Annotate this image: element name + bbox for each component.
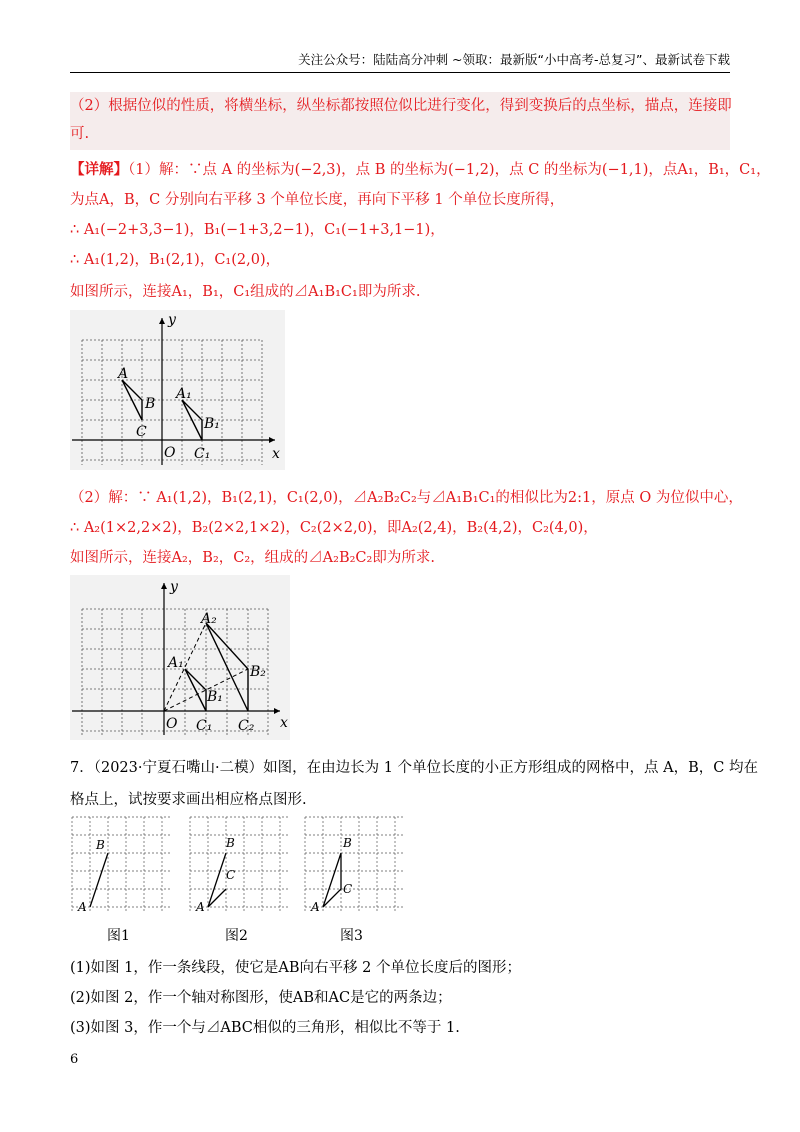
- g3-point-a: A: [311, 900, 320, 914]
- point-c1-label-2: C₁: [196, 718, 213, 734]
- figure-homothety: [70, 575, 290, 740]
- x-axis-label-2: x: [280, 715, 288, 731]
- part2-line-3: 如图所示，连接A₂，B₂，C₂，组成的⊿A₂B₂C₂即为所求.: [70, 550, 435, 566]
- point-c-label: C: [136, 424, 147, 440]
- g2-point-a: A: [196, 900, 205, 914]
- point-a1-label: A₁: [176, 386, 192, 402]
- part2-line-2: ∴ A₂(1×2,2×2)，B₂(2×2,1×2)，C₂(2×2,0)，即A₂(2,4)，B₂(4,2)，C₂(4,0)，: [70, 520, 598, 536]
- detail-line-1: [70, 160, 771, 180]
- figure-translation: [70, 310, 285, 470]
- detail-line-4: ∴ A₁(1,2)，B₁(2,1)，C₁(2,0)，: [70, 252, 281, 268]
- caption-figure-3: 图3: [340, 928, 363, 944]
- grid-figure-3: [303, 815, 408, 915]
- point-b-label: B: [145, 396, 156, 412]
- q7-item-3: (3)如图 3，作一个与⊿ABC相似的三角形，相似比不等于 1.: [70, 1020, 460, 1036]
- grid-figure-1: [70, 815, 175, 915]
- q7-item-1: (1)如图 1，作一条线段，使它是AB向右平移 2 个单位长度后的图形；: [70, 960, 521, 976]
- page-number: 6: [70, 1052, 79, 1067]
- g1-point-b: B: [96, 838, 105, 852]
- q7-line-1: 7．（2023·宁夏石嘴山·二模）如图，在由边长为 1 个单位长度的小正方形组成的网格中，点 A，B，C 均在: [70, 760, 758, 776]
- q7-line-2: 格点上，试按要求画出相应格点图形.: [70, 792, 307, 808]
- page-header: 关注公众号：陆陆高分冲刺 ~领取：最新版“小中高考-总复习”、最新试卷下载: [70, 52, 730, 73]
- x-axis-label: x: [272, 446, 280, 462]
- y-axis-label-2: y: [170, 579, 178, 595]
- g3-point-b: B: [343, 836, 352, 850]
- point-b2-label: B₂: [250, 664, 266, 680]
- origin-label-2: O: [166, 716, 178, 732]
- detail-label: 【详解】: [70, 161, 128, 178]
- caption-figure-2: 图2: [225, 928, 248, 944]
- point-c2-label: C₂: [238, 718, 255, 734]
- point-c1-label: C₁: [194, 446, 211, 462]
- analysis-line-2: 可.: [70, 126, 90, 142]
- g1-point-a: A: [78, 900, 87, 914]
- analysis-line-1: （2）根据位似的性质，将横坐标，纵坐标都按照位似比进行变化，得到变换后的点坐标，描点，连接即: [70, 98, 732, 114]
- g2-point-b: B: [226, 836, 235, 850]
- point-b1-label: B₁: [204, 416, 220, 432]
- detail-line-3: ∴ A₁(−2+3,3−1)，B₁(−1+3,2−1)，C₁(−1+3,1−1)，: [70, 222, 445, 238]
- y-axis-label: y: [168, 312, 176, 328]
- g3-point-c: C: [343, 882, 353, 896]
- detail-text-1: （1）解：∵点 A 的坐标为(−2,3)，点 B 的坐标为(−1,2)，点 C 的坐标为(−1,1)，点A₁，B₁，C₁，: [128, 162, 771, 178]
- origin-label: O: [164, 445, 176, 461]
- grid-figure-2: [188, 815, 293, 915]
- part2-line-1: （2）解：∵ A₁(1,2)，B₁(2,1)，C₁(2,0)，⊿A₂B₂C₂与⊿A₁B₁C₁的相似比为2:1，原点 O 为位似中心，: [70, 490, 743, 506]
- q7-item-2: (2)如图 2，作一个轴对称图形，使AB和AC是它的两条边；: [70, 990, 452, 1006]
- caption-figure-1: 图1: [107, 928, 130, 944]
- point-a1-label-2: A₁: [168, 655, 184, 671]
- point-a2-label: A₂: [201, 611, 217, 627]
- detail-line-2: 为点A，B，C 分别向右平移 3 个单位长度，再向下平移 1 个单位长度所得，: [70, 192, 565, 208]
- point-b1-label-2: B₁: [207, 689, 223, 705]
- g2-point-c: C: [226, 868, 236, 882]
- detail-line-5: 如图所示，连接A₁，B₁，C₁组成的⊿A₁B₁C₁即为所求.: [70, 284, 421, 300]
- point-a-label: A: [118, 366, 129, 382]
